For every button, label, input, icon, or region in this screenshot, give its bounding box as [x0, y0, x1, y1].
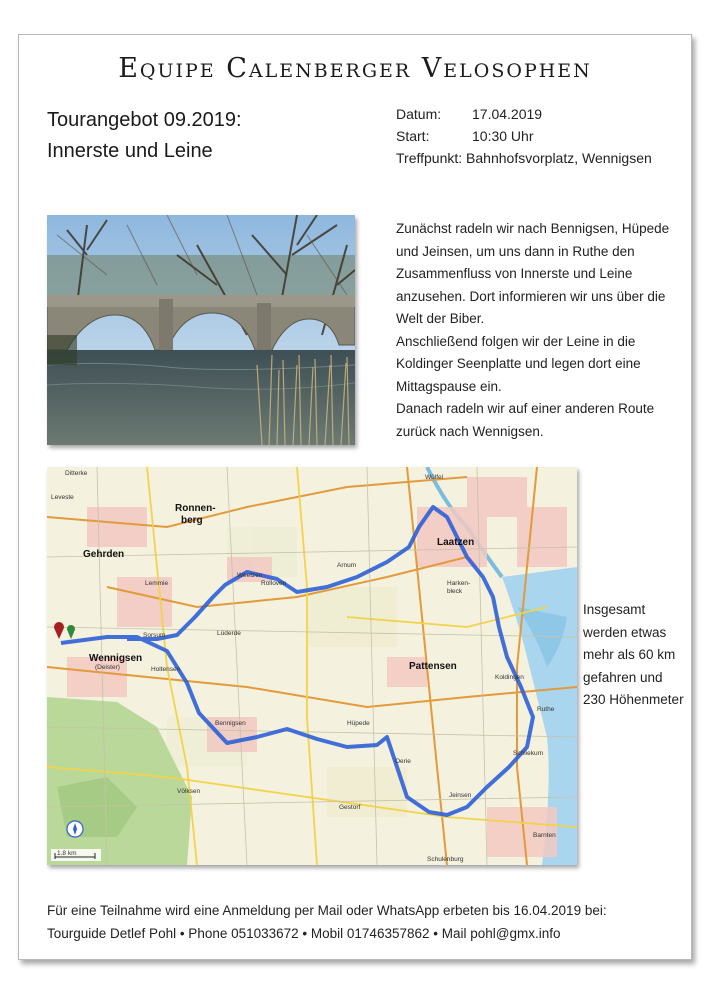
summary-line: gefahren und [583, 669, 663, 685]
summary-line: mehr als 60 km [583, 647, 676, 662]
place-label: Harken- [447, 580, 471, 587]
tour-description [396, 218, 676, 443]
description-line: Danach radeln wir auf einer anderen Route [396, 401, 655, 416]
place-label: Sorsum [143, 632, 166, 639]
place-label: (Deister) [95, 664, 120, 671]
description-line: Zusammenfluss von Innerste und Leine [396, 266, 633, 281]
bridge-photo-illustration [47, 215, 355, 445]
place-label: Ronnen- [175, 503, 216, 514]
place-label: Rolloven [261, 580, 287, 587]
place-label: Laatzen [437, 537, 475, 548]
place-label: Bennigsen [215, 720, 246, 727]
meeting-value: Bahnhofsvorplatz, Wennigsen [466, 150, 652, 166]
start-row [396, 125, 652, 147]
place-label: Jeinsen [449, 792, 472, 799]
place-label: bleck [447, 588, 463, 595]
meeting-row [396, 147, 652, 169]
date-row [396, 103, 652, 125]
place-label: Lüderde [217, 630, 241, 637]
route-map [47, 467, 577, 865]
summary-line: 230 Höhenmeter [583, 692, 684, 707]
description-line: Mittagspause ein. [396, 378, 502, 394]
summary-line: Insgesamt [583, 602, 646, 617]
place-label: Oerie [395, 758, 411, 765]
registration-footer [47, 899, 607, 945]
date-label: Datum: [396, 106, 442, 122]
place-label: Völksen [177, 788, 201, 795]
place-label: Leveste [51, 494, 74, 501]
tour-heading [47, 105, 242, 167]
place-label: Ditterke [65, 470, 88, 477]
place-label: Koldingen [495, 674, 524, 681]
tour-offer: Tourangebot 09.2019: [47, 109, 242, 131]
contact-line: Tourguide Detlef Pohl • Phone 051033672 • Mobil 01746357862 • Mail pohl@gmx.info [47, 926, 561, 941]
description-line: Anschließend folgen wir der Leine in die [396, 333, 636, 349]
meeting-label: Treffpunkt: [396, 150, 463, 166]
place-label: Schulenburg [427, 856, 464, 863]
place-label: Hüpede [347, 720, 370, 727]
description-line: und Jeinsen, um uns dann in Ruthe den [396, 243, 635, 259]
place-label: Holtensen [151, 666, 181, 673]
description-line: Zunächst radeln wir nach Bennigsen, Hüpede [396, 221, 670, 236]
place-label: Barnten [533, 832, 556, 839]
place-label: Gehrden [83, 549, 125, 560]
description-line: Welt der Biber. [396, 311, 485, 326]
start-label: Start: [396, 128, 430, 144]
tour-details [396, 103, 652, 169]
description-line: anzusehen. Dort informieren wir uns über die [396, 288, 666, 304]
registration-note: Für eine Teilnahme wird eine Anmeldung per Mail oder WhatsApp erbeten bis 16.04.2019 bei: [47, 903, 607, 918]
summary-line: werden etwas [583, 624, 667, 640]
tour-summary [583, 599, 693, 712]
scale-label: 1.8 km [57, 850, 77, 857]
tour-name: Innerste und Leine [47, 140, 213, 162]
date-value: 17.04.2019 [472, 106, 543, 122]
place-label: berg [181, 515, 203, 526]
place-label: Lemmie [145, 580, 169, 587]
description-line: Koldinger Seenplatte und legen dort eine [396, 356, 641, 371]
scale-bar [51, 849, 101, 861]
place-label: Arnum [337, 562, 357, 569]
route-map-svg [47, 467, 577, 865]
compass-icon [67, 821, 83, 837]
place-label: Schliekum [513, 750, 543, 757]
place-label: Ruthe [537, 706, 555, 713]
club-title: Equipe Calenberger Velosophen [118, 53, 592, 84]
place-label: Gestorf [339, 804, 361, 811]
place-label: Wülfel [425, 474, 444, 481]
place-label: Pattensen [409, 661, 457, 672]
start-value: 10:30 Uhr [472, 128, 534, 144]
place-label: Wennigsen [89, 653, 143, 664]
place-label: Weetzen [237, 572, 263, 579]
bridge-photo [47, 215, 355, 445]
flyer-sheet [18, 34, 692, 960]
description-line: zurück nach Wennigsen. [396, 423, 544, 439]
